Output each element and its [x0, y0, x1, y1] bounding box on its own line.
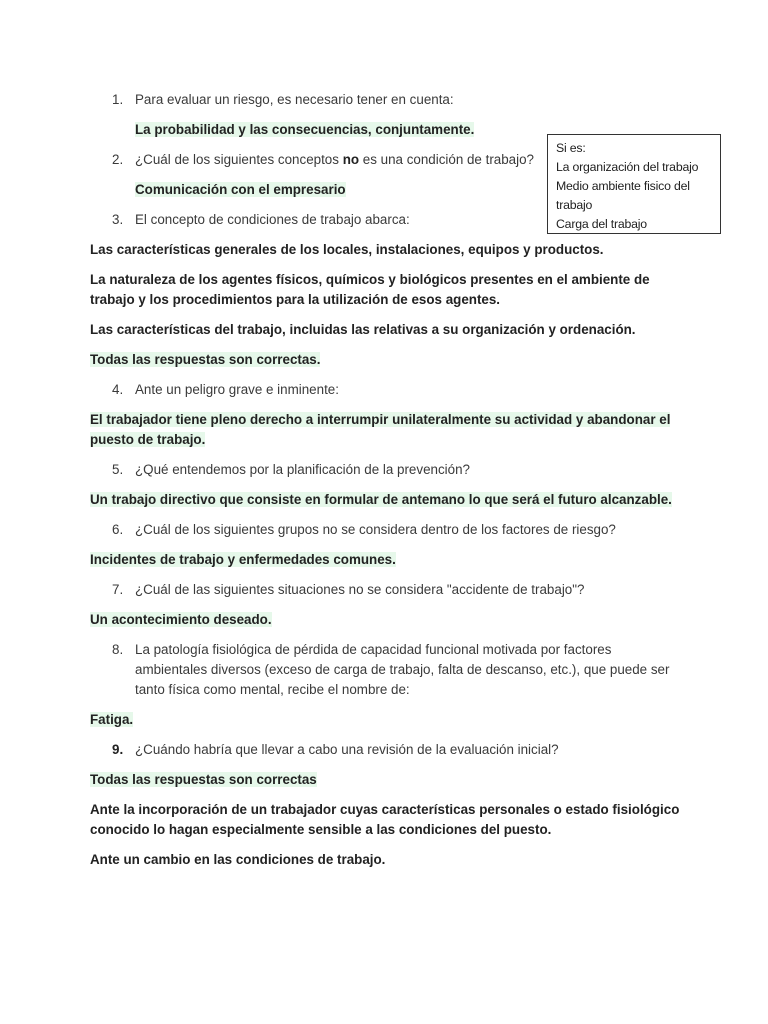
- answer-text: Fatiga.: [90, 712, 134, 727]
- question-6: [90, 520, 680, 540]
- question-text: ¿Cuál de las siguientes situaciones no se considera "accidente de trabajo"?: [135, 582, 585, 597]
- answer-text: Un acontecimiento deseado.: [90, 612, 272, 627]
- question-number: 5.: [112, 462, 124, 477]
- question-number: 8.: [112, 642, 124, 657]
- option-3-1: Las características generales de los locales, instalaciones, equipos y productos.: [90, 242, 604, 257]
- side-note-line: Medio ambiente fisico del: [556, 179, 690, 193]
- option-3-3: Las características del trabajo, incluidas las relativas a su organización y ordenación.: [90, 322, 636, 337]
- answer-text: El trabajador tiene pleno derecho a interrumpir unilateralmente su actividad y abandonar el puesto de trabajo.: [90, 412, 671, 447]
- answer-text: Todas las respuestas son correctas: [90, 772, 317, 787]
- answer-6: [90, 550, 680, 570]
- side-note-line: Carga del trabajo: [556, 217, 647, 231]
- question-text: ¿Cuál de los siguientes grupos no se considera dentro de los factores de riesgo?: [135, 522, 616, 537]
- question-number: 7.: [112, 582, 124, 597]
- option-9-2: Ante un cambio en las condiciones de trabajo.: [90, 852, 386, 867]
- answer-text: Incidentes de trabajo y enfermedades comunes.: [90, 552, 396, 567]
- answer-3: [90, 350, 680, 370]
- question-number: 3.: [112, 212, 124, 227]
- question-7: [90, 580, 680, 600]
- answer-text: Comunicación con el empresario: [135, 182, 346, 197]
- question-text: ¿Qué entendemos por la planificación de la prevención?: [135, 462, 470, 477]
- question-emphasis: no: [342, 152, 360, 167]
- answer-8: [90, 710, 680, 730]
- question-text: La patología fisiológica de pérdida de capacidad funcional motivada por factores ambientales diversos (exceso de carga de trabajo, falta de descanso, etc.), que puede ser tanto física como mental, recibe el nombre de:: [135, 642, 670, 697]
- answer-4: [90, 410, 680, 450]
- question-8: [90, 640, 680, 700]
- option-9-1: Ante la incorporación de un trabajador cuyas características personales o estado fisiológico conocido lo hagan especialmente sensible a las condiciones del puesto.: [90, 802, 680, 837]
- answer-7: [90, 610, 680, 630]
- question-text: El concepto de condiciones de trabajo abarca:: [135, 212, 410, 227]
- side-note-line: Si es:: [556, 141, 586, 155]
- question-number: 4.: [112, 382, 124, 397]
- question-1: [90, 90, 680, 110]
- question-text-end: es una condición de trabajo?: [359, 152, 534, 167]
- answer-text: Todas las respuestas son correctas.: [90, 352, 321, 367]
- question-5: [90, 460, 680, 480]
- question-text: ¿Cuál de los siguientes conceptos: [135, 152, 343, 167]
- question-text: ¿Cuándo habría que llevar a cabo una revisión de la evaluación inicial?: [135, 742, 559, 757]
- answer-text: La probabilidad y las consecuencias, conjuntamente.: [135, 122, 475, 137]
- option-3-2: La naturaleza de los agentes físicos, químicos y biológicos presentes en el ambiente de trabajo y los procedimientos para la utilización de esos agentes.: [90, 272, 650, 307]
- question-number: 6.: [112, 522, 124, 537]
- question-number: 1.: [112, 92, 124, 107]
- side-note-line: trabajo: [556, 198, 593, 212]
- answer-text: Un trabajo directivo que consiste en formular de antemano lo que será el futuro alcanzable.: [90, 492, 672, 507]
- side-note-box: [547, 134, 721, 234]
- question-4: [90, 380, 680, 400]
- question-text: Para evaluar un riesgo, es necesario tener en cuenta:: [135, 92, 454, 107]
- side-note-line: La organización del trabajo: [556, 160, 699, 174]
- question-number: 9.: [112, 742, 124, 757]
- answer-9: [90, 770, 680, 790]
- question-9: [90, 740, 680, 760]
- question-text: Ante un peligro grave e inminente:: [135, 382, 339, 397]
- answer-5: [90, 490, 680, 510]
- question-number: 2.: [112, 152, 124, 167]
